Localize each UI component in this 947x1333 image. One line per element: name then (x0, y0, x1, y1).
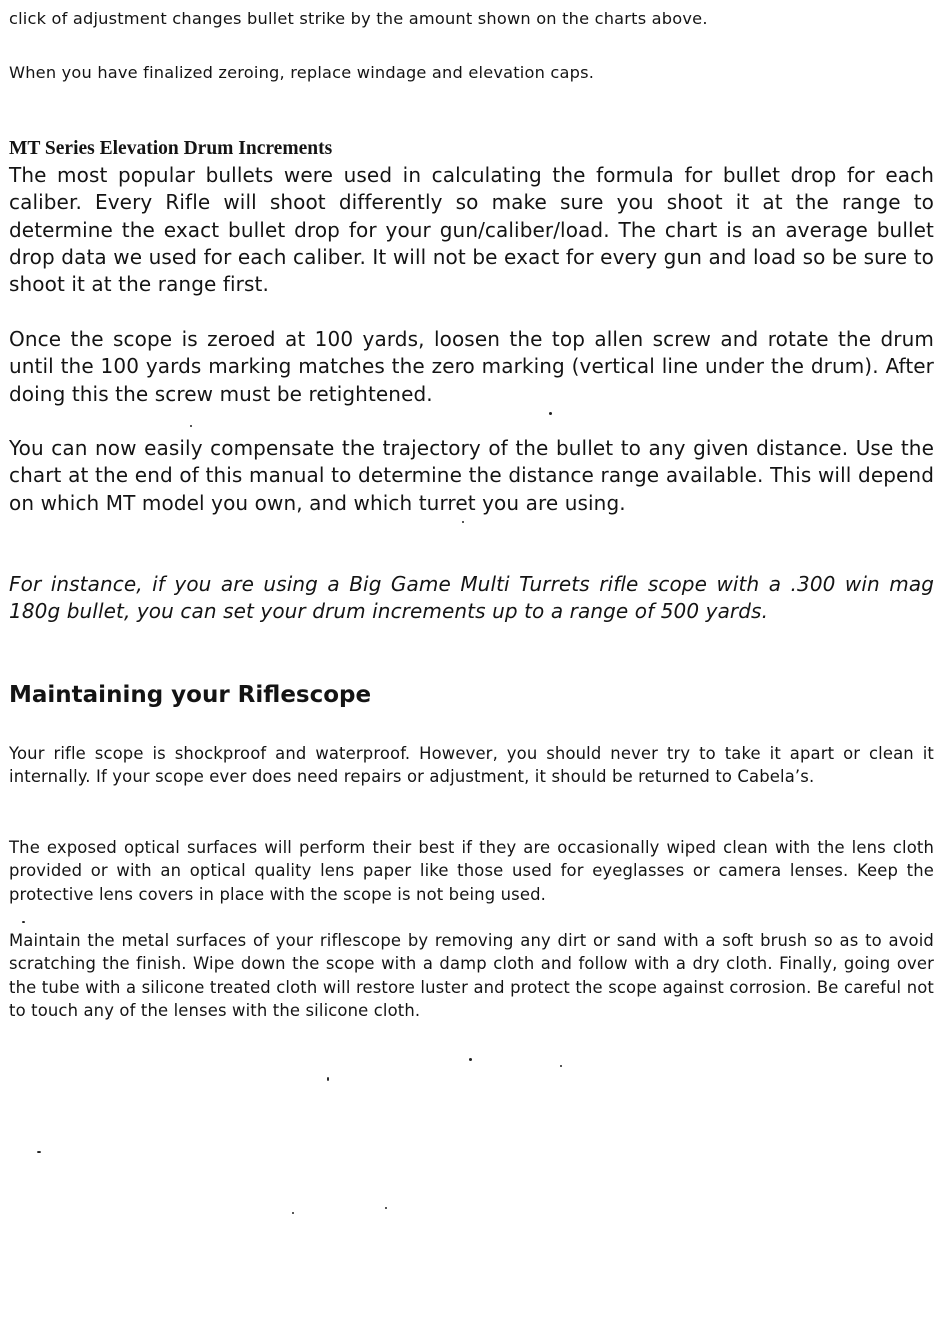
drum-example-paragraph: For instance, if you are using a Big Game Multi Turrets rifle scope with a .300 win mag 180g bullet, you can set your drum increments up to a range of 500 yards. (9, 572, 934, 624)
scan-speck (560, 1065, 562, 1067)
maintain-paragraph-3: Maintain the metal surfaces of your riflescope by removing any dirt or sand with a soft brush so as to avoid scratching the finish. Wipe down the scope with a damp cloth and follow with a dry cloth. Finally, going over the tube with a silicone treated cloth will restore luster and protect the scope against corrosion. Be careful not to touch any of the lenses with the silicone cloth. (9, 931, 934, 1021)
scan-speck (549, 412, 552, 415)
scan-speck (469, 1058, 472, 1061)
scan-speck (37, 1151, 41, 1153)
drum-paragraph-1: The most popular bullets were used in calculating the formula for bullet drop for each caliber. Every Rifle will shoot differently so make sure you shoot it at the range to determine the exact bullet drop for your gun/caliber/load. The chart is an average bullet drop data we used for each caliber. It will not be exact for every gun and load so be sure to shoot it at the range first. (9, 163, 934, 297)
maintain-paragraph-1: Your rifle scope is shockproof and waterproof. However, you should never try to take it apart or clean it internally. If your scope ever does need repairs or adjustment, it should be returned to Cabela’s. (9, 744, 934, 787)
maintaining-heading: Maintaining your Riflescope (9, 682, 372, 708)
drum-paragraph-3: You can now easily compensate the trajectory of the bullet to any given distance. Use the chart at the end of this manual to determine the distance range available. This will depend on which MT model you own, and which turret you are using. (9, 436, 934, 515)
scan-speck (22, 921, 25, 923)
maintain-paragraph-2: The exposed optical surfaces will perform their best if they are occasionally wiped clean with the lens cloth provided or with an optical quality lens paper like those used for eyeglasses or camera lenses. Keep the protective lens covers in place with the scope is not being used. (9, 838, 934, 904)
scan-speck (292, 1212, 294, 1214)
scan-speck (462, 521, 464, 523)
scan-speck (385, 1207, 387, 1209)
intro-adjustment-line: click of adjustment changes bullet strike by the amount shown on the charts above. (9, 9, 708, 28)
drum-increments-heading: MT Series Elevation Drum Increments (9, 138, 333, 159)
scan-speck (190, 425, 192, 427)
drum-paragraph-2: Once the scope is zeroed at 100 yards, loosen the top allen screw and rotate the drum until the 100 yards marking matches the zero marking (vertical line under the drum). After doing this the screw must be retightened. (9, 327, 934, 406)
scan-speck (327, 1077, 329, 1081)
zeroing-line: When you have finalized zeroing, replace windage and elevation caps. (9, 63, 595, 82)
